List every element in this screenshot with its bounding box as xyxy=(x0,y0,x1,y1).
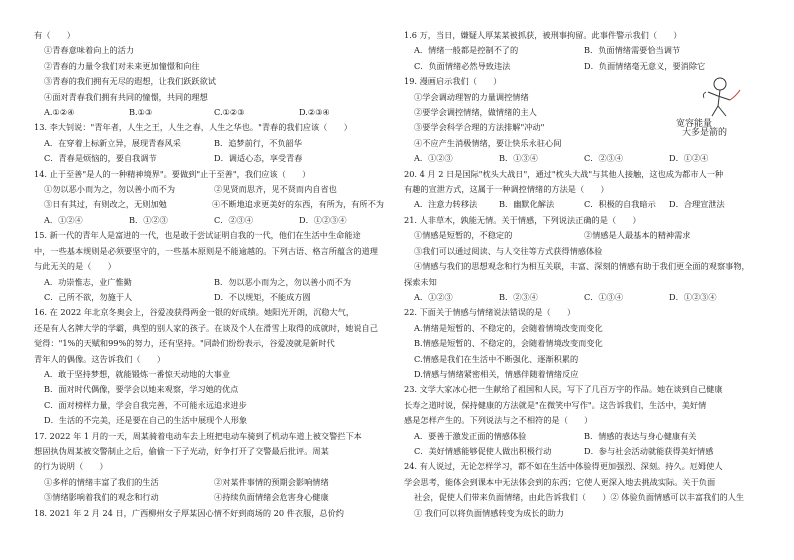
answer-option: ①情感是短暂的，不稳定的 xyxy=(414,230,513,241)
answer-option: ③日有其过，有则改之，无则加勉 xyxy=(44,199,167,210)
question-line: 探索未知 xyxy=(404,276,437,287)
question-line: 感是怎样产生的。下列说法与之不相符的是（ ） xyxy=(404,415,593,426)
question-line: 22. 下面关于情感与情绪说法错误的是（ ） xyxy=(404,307,576,318)
answer-options xyxy=(34,475,384,490)
answer-option: A．注意力转移法 xyxy=(414,199,478,210)
answer-option: D．负面情绪毫无意义，要消除它 xyxy=(584,60,706,71)
question-line: C.情感是我们在生活中不断强化、逐渐积累的 xyxy=(414,353,579,364)
question-line: 24. 有人说过，无论怎样学习，都不如在生活中体验得更加强烈、深刻。持久。厄姆使人 xyxy=(404,461,723,472)
answer-options xyxy=(404,290,754,305)
answer-options xyxy=(34,136,384,151)
cartoon-caption-2: 大多是箭的 xyxy=(682,128,728,139)
answer-option: D．①②④ xyxy=(669,153,709,164)
answer-option: C．①③④ xyxy=(584,291,624,302)
answer-option: A．情绪一般都是控制不了的 xyxy=(414,45,519,56)
answer-options xyxy=(34,213,384,228)
question-line: 觉得："1%的天赋和99%的努力，还有坚持。"同龄们纷纷表示，谷爱凌就是新时代 xyxy=(34,338,335,349)
answer-option: C.①②③ xyxy=(214,107,245,118)
question-line: 20. 4 月 2 日是国际"枕头大战日"，通过"枕头大战"与其他人接触，这也成为都市人一种 xyxy=(404,168,724,179)
answer-option: B．情感的表达与身心健康有关 xyxy=(584,430,697,441)
question-line: 18. 2021 年 2 月 24 日，广西柳州女子厚某因心情不好到商场的 20 件衣服，总价约 xyxy=(34,507,344,518)
answer-option: C．青春是烦恼的，要自我调节 xyxy=(44,153,157,164)
answer-option: ②对某件事情的预期会影响情绪 xyxy=(214,476,329,487)
answer-options xyxy=(404,197,754,212)
question-line: ②青春的力量令我们对未来更加憧憬和向往 xyxy=(44,60,200,71)
answer-option: A．①②③ xyxy=(414,291,453,302)
question-line: 有趣的宣泄方式，这属于一种调控情绪的方法是（ ） xyxy=(404,184,609,195)
answer-option: ④持续负面情绪会危害身心健康 xyxy=(214,492,329,503)
question-line: B.情感是短暂的、不稳定的，会随着情境改变而变化 xyxy=(414,338,603,349)
question-line: 17. 2022 年 1 月的一天，周某骑着电动车去上班把电动车骑到了机动车道上被交警拦下本 xyxy=(34,430,362,441)
q19-line: ①学会调动理智的力量调控情绪 xyxy=(414,91,529,102)
answer-option: B．②③④ xyxy=(499,291,538,302)
question-line: ③青春的我们拥有无尽的遐想，让我们跃跃欲试 xyxy=(44,76,216,87)
answer-option: B．负面情绪需要恰当调节 xyxy=(584,45,681,56)
answer-option: C．②③④ xyxy=(584,153,624,164)
answer-option: A.①②④ xyxy=(44,107,75,118)
answer-options xyxy=(404,151,754,166)
question-line: 学会思考，能体会到课本中无法体会到的东西；它使人更深入地去挑战实际。关于负面 xyxy=(404,476,716,487)
question-line: 23. 文学大家冰心把一生献给了祖国和人民，写下了几百万字的作品。她在谈到自己健康 xyxy=(404,384,723,395)
answer-option: D.②③④ xyxy=(299,107,330,118)
question-line: 有（ ） xyxy=(34,30,75,40)
answer-options xyxy=(404,228,754,243)
question-line: A．敢于坚持梦想，就能锻炼一番惊天动地的大事业 xyxy=(44,368,231,379)
answer-option: B.①③ xyxy=(129,107,153,118)
answer-option: ②见贤而思齐，见不贤而内自省也 xyxy=(214,184,337,195)
question-line: D.情感与情绪紧密相关，情感伴随着情绪反应 xyxy=(414,368,579,379)
answer-options xyxy=(404,506,754,521)
answer-option: A．①②④ xyxy=(44,214,83,225)
question-line: 想固执伪周某被交警制止之后，偷偷一下子光动，好争打开了交警最后批评。周某 xyxy=(34,445,329,456)
answer-option: ① 我们可以将负面情感转变为成长的助力 xyxy=(414,507,564,518)
answer-option: ①多样的情绪丰富了我们的生活 xyxy=(44,476,159,487)
cartoon-illustration xyxy=(668,74,754,139)
q19-line: 19. 漫画启示我们（ ） xyxy=(404,76,502,87)
answer-options xyxy=(34,182,384,197)
question-line: ③我们可以通过阅读、与人交往等方式获得情感体验 xyxy=(414,245,603,256)
question-line: 1.6 万，当日，嫌疑人厚某某被抓获，被刑事拘留。此事件警示我们（ ） xyxy=(404,30,682,40)
question-line: 还是有人名牌大学的学霸，典型的别人家的孩子。在谈及个人在滑雪上取得的成就时，她说自己 xyxy=(34,322,378,333)
answer-options xyxy=(34,290,384,305)
left-column xyxy=(34,28,384,521)
answer-option: D．①②③④ xyxy=(669,291,717,302)
question-line: 15. 新一代的青年人是富进的一代，也是敢于尝试证明自我的一代，他们在生活中生命能途 xyxy=(34,230,361,241)
question-line: 青年人的偶像。这告诉我们（ ） xyxy=(34,353,166,364)
question-line: 中，一些基本规则是必须要坚守的，一些基本原则是不能逾越的。下列古语、格言所蕴含的道理 xyxy=(34,245,378,256)
answer-option: C．己所不欲，勿施于人 xyxy=(44,291,133,302)
answer-options xyxy=(34,275,384,290)
answer-option: A．要善于激发正面的情感体验 xyxy=(414,430,527,441)
answer-option: ①勿以恶小而为之，勿以善小而不为 xyxy=(44,184,176,195)
answer-option: D．①②③④ xyxy=(299,214,347,225)
question-line: 的行为说明（ ） xyxy=(34,461,108,472)
answer-option: C．积极的自我暗示 xyxy=(584,199,656,210)
answer-option: A．①②③ xyxy=(414,153,453,164)
answer-option: ②情感是人最基本的精神需求 xyxy=(584,230,691,241)
right-column xyxy=(404,28,754,521)
answer-option: C．②③④ xyxy=(214,214,254,225)
answer-options xyxy=(34,197,384,212)
cartoon-caption-1: 宽容能量 xyxy=(676,119,713,130)
question-line: C．面对榜样力量，学会自我完善，不可能永远追求进步 xyxy=(44,399,247,410)
question-line: 14. 止于至善"是人的一种精神境界"。要做到"止于至善"，我们应该（ ） xyxy=(34,168,311,179)
answer-option: A．在穿着上标新立异，展现青春风采 xyxy=(44,137,181,148)
answer-options xyxy=(34,151,384,166)
answer-option: B．追梦前行，不负韶华 xyxy=(214,137,302,148)
question-line: ④面对青春我们拥有共同的憧憬，共同的理想 xyxy=(44,91,208,102)
question-line: 13. 李大钊说："青年者，人生之王，人生之春，人生之华也。"青春的我们应该（ ） xyxy=(34,122,352,133)
answer-option: B．幽默化解法 xyxy=(499,199,555,210)
answer-options xyxy=(404,429,754,444)
question-line: A.情绪是短暂的、不稳定的，会随着情境改变而变化 xyxy=(414,322,603,333)
answer-option: D．不以规矩，不能成方圆 xyxy=(214,291,311,302)
q19-line: ④不应产生消极情绪，要让快乐永驻心间 xyxy=(414,137,562,148)
answer-options xyxy=(404,490,754,505)
q19-line: ③要学会科学合理的方法排解"冲动" xyxy=(414,122,545,133)
question-line: ①青春意味着向上的活力 xyxy=(44,45,135,56)
question-19-block xyxy=(404,74,754,151)
answer-option: B．①②③ xyxy=(129,214,168,225)
answer-option: A．功崇惟志，业广惟勤 xyxy=(44,276,132,287)
answer-options xyxy=(404,43,754,58)
answer-option: D．合理宣泄法 xyxy=(669,199,725,210)
q19-line: ②要学会调控情绪，做情绪的主人 xyxy=(414,107,537,118)
question-line: 16. 在 2022 年北京冬奥会上，谷爱凌获得两金一银的好成绩。她阳光开朗，沉稳大气， xyxy=(34,307,355,318)
answer-option: C．美好情感能够促使人做出积极行动 xyxy=(414,445,552,456)
answer-option: ④不断地追求更美好的东西，有所为，有所不为 xyxy=(212,199,384,210)
answer-option: ③情绪影响着我们的观念和行动 xyxy=(44,492,159,503)
answer-options xyxy=(34,105,384,120)
answer-options xyxy=(404,59,754,74)
question-line: 21. 人非草木，孰能无情。关于情感，下列说法正确的是（ ） xyxy=(404,214,641,225)
question-line: B．面对时代偶像，要学会以她来观察，学习她的优点 xyxy=(44,384,239,395)
question-line: D．生活的不完美，还是要在自己的生活中展现个人形象 xyxy=(44,415,248,426)
question-line: 长寿之道时说，保持健康的方法就是"在微笑中写作"。这告诉我们，生活中，美好情 xyxy=(404,399,707,410)
answer-option: ② 体验负面情感可以丰富我们的人生 xyxy=(610,492,745,503)
answer-option: B．①③④ xyxy=(499,153,538,164)
answer-option: B．勿以恶小而为之，勿以善小而不为 xyxy=(214,276,352,287)
answer-option: C．负面情绪必然导致违法 xyxy=(414,60,511,71)
question-line: 与此无关的是（ ） xyxy=(34,261,116,272)
answer-option: D．调适心态，享受青春 xyxy=(214,153,303,164)
answer-option xyxy=(584,506,754,521)
answer-options xyxy=(34,490,384,505)
answer-option: D．参与社会活动就能获得美好情感 xyxy=(584,445,714,456)
answer-option: 社会，促使人们带来负面情绪，由此告诉我们（ ） xyxy=(414,492,611,503)
question-line: ④情感与我们的思想观念和行为相互关联，丰富、深刻的情感有助于我们更全面的观察事物， xyxy=(414,261,750,272)
answer-options xyxy=(404,444,754,459)
